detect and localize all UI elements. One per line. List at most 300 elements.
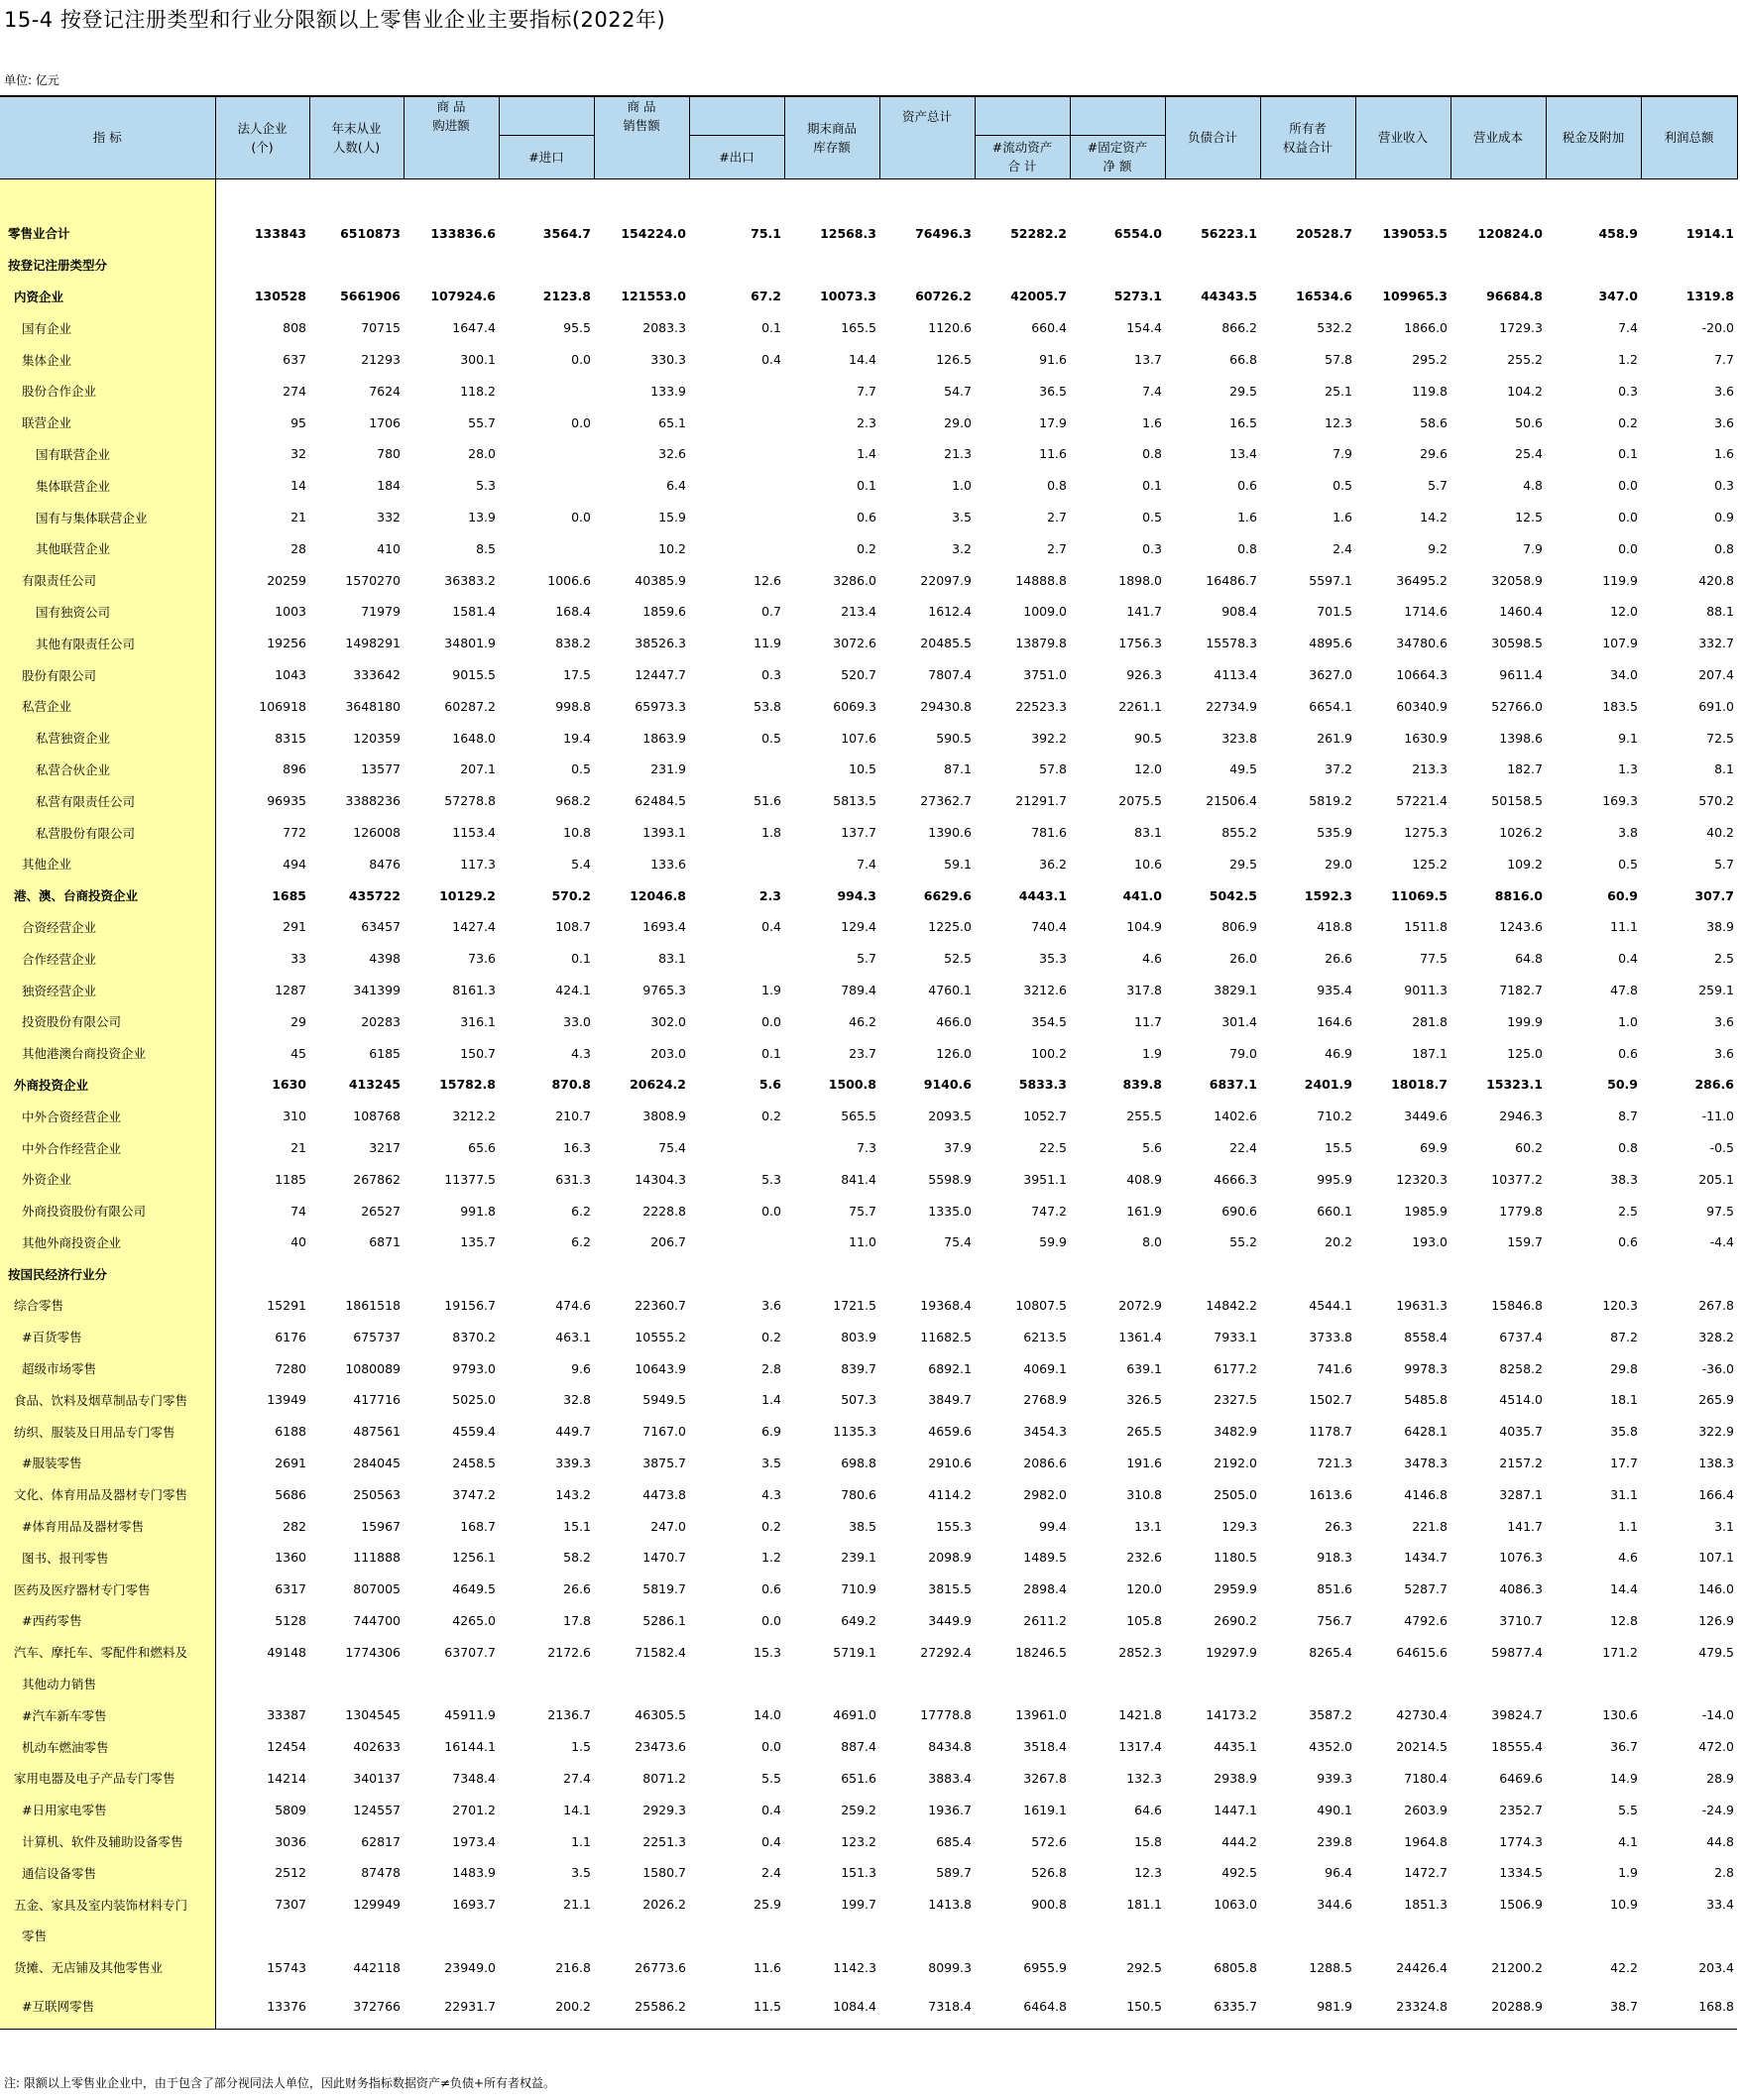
value-cell: 96935 <box>267 793 306 809</box>
value-cell: 2093.5 <box>928 1108 972 1124</box>
value-cell: 2603.9 <box>1404 1802 1448 1817</box>
value-cell: 5.5 <box>1618 1802 1638 1817</box>
row-label: #西药零售 <box>0 1605 215 1637</box>
value-cell <box>215 1921 309 1952</box>
header-revenue: 营业收入 <box>1355 96 1450 178</box>
value-cell <box>499 249 594 281</box>
value-cell: 2.7 <box>1047 540 1067 556</box>
value-cell <box>784 249 879 281</box>
value-cell <box>1355 249 1450 281</box>
row-label: #汽车新车零售 <box>0 1699 215 1731</box>
value-cell: 286.6 <box>1694 1077 1734 1093</box>
value-cell: 59.1 <box>944 856 972 872</box>
value-cell: 55.2 <box>1229 1234 1257 1250</box>
value-cell: 291 <box>283 919 306 935</box>
value-cell: 62484.5 <box>635 793 686 809</box>
value-cell <box>1546 1258 1641 1290</box>
value-cell: 1447.1 <box>1214 1802 1257 1817</box>
value-cell: 69.9 <box>1420 1140 1448 1155</box>
value-cell: 21293 <box>361 352 401 368</box>
value-cell: 1964.8 <box>1404 1833 1448 1849</box>
value-cell: 28.9 <box>1706 1770 1734 1786</box>
value-cell: 139053.5 <box>1382 225 1448 241</box>
value-cell: 42.2 <box>1610 1959 1638 1975</box>
value-cell: 66.8 <box>1229 352 1257 368</box>
value-cell: 8161.3 <box>452 983 496 998</box>
table-row <box>0 1132 1737 1164</box>
value-cell: 32.6 <box>658 446 686 462</box>
value-cell: 691.0 <box>1698 698 1734 714</box>
value-cell: 463.1 <box>555 1329 591 1344</box>
value-cell: 2.3 <box>857 414 876 430</box>
value-cell: 12.3 <box>1134 1865 1162 1881</box>
value-cell: 4146.8 <box>1404 1486 1448 1502</box>
value-cell: 2083.3 <box>642 320 686 336</box>
value-cell: 1185 <box>275 1171 306 1187</box>
table-row <box>0 249 1737 281</box>
value-cell <box>215 1258 309 1290</box>
value-cell: 123.2 <box>841 1833 876 1849</box>
value-cell: 33.0 <box>563 1013 591 1029</box>
value-cell: 4.6 <box>1142 951 1162 967</box>
value-cell: 1.0 <box>952 478 972 494</box>
table-title: 15-4 按登记注册类型和行业分限额以上零售业企业主要指标(2022年) <box>4 8 666 32</box>
value-cell: 0.6 <box>857 510 876 525</box>
value-cell: 3217 <box>369 1140 401 1155</box>
value-cell: 9765.3 <box>642 983 686 998</box>
value-cell: 1.5 <box>571 1739 591 1755</box>
header-imports: #进口 <box>499 135 594 178</box>
table-row <box>0 1416 1737 1448</box>
header-liabilities: 负债合计 <box>1165 96 1260 178</box>
value-cell: 165.5 <box>841 320 876 336</box>
value-cell: 2136.7 <box>547 1707 591 1723</box>
value-cell: 441.0 <box>1122 887 1162 903</box>
value-cell: 1.2 <box>761 1550 781 1566</box>
value-cell: 203.4 <box>1698 1959 1734 1975</box>
value-cell: 442118 <box>353 1959 401 1975</box>
value-cell: 120.0 <box>1126 1581 1162 1597</box>
value-cell <box>784 1668 879 1699</box>
value-cell: 7.4 <box>1618 320 1638 336</box>
value-cell: 213.3 <box>1412 761 1448 777</box>
value-cell: 0.2 <box>1618 414 1638 430</box>
value-cell <box>975 1921 1070 1952</box>
value-cell <box>499 375 594 407</box>
table-row <box>0 817 1737 849</box>
value-cell <box>879 1258 975 1290</box>
value-cell: 740.4 <box>1031 919 1067 935</box>
value-cell: 77.5 <box>1420 951 1448 967</box>
value-cell: 326.5 <box>1126 1392 1162 1408</box>
value-cell: 1003 <box>275 604 306 620</box>
table-row <box>0 1825 1737 1857</box>
value-cell: 340137 <box>353 1770 401 1786</box>
value-cell: 8434.8 <box>928 1739 972 1755</box>
row-label: 私营有限责任公司 <box>0 785 215 817</box>
table-row <box>0 722 1737 754</box>
value-cell: 1.6 <box>1237 510 1257 525</box>
value-cell: 402633 <box>353 1739 401 1755</box>
value-cell: 11.5 <box>689 1983 784 2030</box>
value-cell: 1427.4 <box>452 919 496 935</box>
row-label: 合资经营企业 <box>0 911 215 943</box>
value-cell: 7.9 <box>1523 540 1543 556</box>
row-label: 私营独资企业 <box>0 722 215 754</box>
value-cell: 7280 <box>275 1360 306 1376</box>
value-cell: 2.8 <box>761 1360 781 1376</box>
value-cell: 95.5 <box>563 320 591 336</box>
value-cell: 60340.9 <box>1396 698 1448 714</box>
value-cell <box>689 1132 784 1164</box>
value-cell: 1335.0 <box>928 1203 972 1219</box>
value-cell: 492.5 <box>1221 1865 1257 1881</box>
value-cell: 87.1 <box>944 761 972 777</box>
value-cell: 0.4 <box>761 1802 781 1817</box>
value-cell: 19368.4 <box>920 1297 972 1313</box>
value-cell <box>1070 1668 1165 1699</box>
value-cell: 10.5 <box>849 761 876 777</box>
table-header <box>0 96 1737 178</box>
value-cell: 5.3 <box>761 1171 781 1187</box>
value-cell: 1714.6 <box>1404 604 1448 620</box>
value-cell: 1500.8 <box>828 1077 876 1093</box>
value-cell: 6955.9 <box>1023 1959 1067 1975</box>
value-cell: 535.9 <box>1317 825 1352 841</box>
value-cell: 25.9 <box>754 1897 781 1913</box>
value-cell: 23324.8 <box>1355 1983 1450 2030</box>
value-cell: 50.9 <box>1607 1077 1638 1093</box>
value-cell: 20624.2 <box>630 1077 686 1093</box>
value-cell: 4398 <box>369 951 401 967</box>
value-cell: 26.0 <box>1229 951 1257 967</box>
table-row <box>0 407 1737 438</box>
value-cell <box>689 407 784 438</box>
value-cell: 3.5 <box>761 1455 781 1470</box>
value-cell: 7180.4 <box>1404 1770 1448 1786</box>
value-cell: 281.8 <box>1412 1013 1448 1029</box>
value-cell: 193.0 <box>1412 1234 1448 1250</box>
row-label: 独资经营企业 <box>0 975 215 1006</box>
value-cell: 22.4 <box>1229 1140 1257 1155</box>
value-cell <box>975 249 1070 281</box>
value-cell: 124557 <box>353 1802 401 1817</box>
value-cell: 333642 <box>353 667 401 683</box>
value-cell <box>1641 1668 1737 1699</box>
value-cell: 1973.4 <box>452 1833 496 1849</box>
value-cell: 11069.5 <box>1391 887 1448 903</box>
row-label: 国有与集体联营企业 <box>0 502 215 533</box>
value-cell: 42005.7 <box>1010 289 1067 304</box>
value-cell: 38.7 <box>1546 1983 1641 2030</box>
value-cell: 6510873 <box>340 225 401 241</box>
value-cell: 0.1 <box>857 478 876 494</box>
value-cell: 15.8 <box>1134 1833 1162 1849</box>
spacer-cells <box>215 178 1737 218</box>
value-cell: 7.7 <box>857 383 876 399</box>
value-cell: 5.6 <box>1142 1140 1162 1155</box>
value-cell: 6176 <box>275 1329 306 1344</box>
value-cell: 0.2 <box>857 540 876 556</box>
value-cell: 1470.7 <box>642 1550 686 1566</box>
value-cell: 6837.1 <box>1209 1077 1257 1093</box>
value-cell <box>594 1668 689 1699</box>
value-cell: 1084.4 <box>784 1983 879 2030</box>
value-cell: 1498291 <box>345 636 401 651</box>
value-cell: 17.7 <box>1610 1455 1638 1470</box>
value-cell: 261.9 <box>1317 730 1352 746</box>
value-cell: 3449.9 <box>928 1612 972 1628</box>
value-cell: 71979 <box>361 604 401 620</box>
value-cell: 1774.3 <box>1499 1833 1543 1849</box>
value-cell: 1334.5 <box>1499 1865 1543 1881</box>
value-cell: 1080089 <box>345 1360 401 1376</box>
value-cell: 330.3 <box>650 352 686 368</box>
value-cell: 1630 <box>272 1077 306 1093</box>
value-cell: 1434.7 <box>1404 1550 1448 1566</box>
value-cell: 1006.6 <box>547 572 591 588</box>
value-cell: 851.6 <box>1317 1581 1352 1597</box>
value-cell <box>404 249 499 281</box>
value-cell: 5287.7 <box>1404 1581 1448 1597</box>
value-cell: 7307 <box>275 1897 306 1913</box>
value-cell: 4792.6 <box>1404 1612 1448 1628</box>
value-cell: 0.0 <box>571 352 591 368</box>
value-cell: 59877.4 <box>1491 1644 1543 1660</box>
header-legal-entities: 法人企业 (个) <box>215 96 309 178</box>
value-cell: 4114.2 <box>928 1486 972 1502</box>
value-cell <box>975 1258 1070 1290</box>
value-cell: 6.2 <box>571 1203 591 1219</box>
value-cell: 490.1 <box>1317 1802 1352 1817</box>
value-cell: 21 <box>290 510 306 525</box>
table-row <box>0 312 1737 344</box>
row-label: 国有联营企业 <box>0 438 215 470</box>
value-cell: 6737.4 <box>1499 1329 1543 1344</box>
value-cell: 107.6 <box>841 730 876 746</box>
value-cell: 1581.4 <box>452 604 496 620</box>
value-cell: 3710.7 <box>1499 1612 1543 1628</box>
value-cell: 14214 <box>267 1770 306 1786</box>
value-cell: 0.4 <box>761 919 781 935</box>
value-cell: 3212.6 <box>1023 983 1067 998</box>
value-cell: 7.4 <box>857 856 876 872</box>
value-cell <box>1450 1258 1546 1290</box>
value-cell: 26.3 <box>1325 1518 1352 1534</box>
value-cell: 2512 <box>275 1865 306 1881</box>
value-cell <box>1260 1668 1355 1699</box>
value-cell: 3564.7 <box>542 225 591 241</box>
value-cell: 62817 <box>361 1833 401 1849</box>
value-cell: 1.0 <box>1618 1013 1638 1029</box>
value-cell: 3648180 <box>345 698 401 714</box>
value-cell: 0.4 <box>1618 951 1638 967</box>
value-cell: 4473.8 <box>642 1486 686 1502</box>
value-cell: 316.1 <box>460 1013 496 1029</box>
value-cell: 21.1 <box>563 1897 591 1913</box>
value-cell: 15.3 <box>754 1644 781 1660</box>
value-cell: 1.9 <box>761 983 781 998</box>
value-cell: 7.3 <box>857 1140 876 1155</box>
value-cell: 0.8 <box>1142 446 1162 462</box>
value-cell: 154.4 <box>1126 320 1162 336</box>
value-cell: 210.7 <box>555 1108 591 1124</box>
table-row <box>0 1794 1737 1825</box>
value-cell: 806.9 <box>1221 919 1257 935</box>
value-cell: 1648.0 <box>452 730 496 746</box>
value-cell: 1630.9 <box>1404 730 1448 746</box>
value-cell: 44.8 <box>1706 1833 1734 1849</box>
value-cell: -11.0 <box>1701 1108 1734 1124</box>
value-cell <box>975 1668 1070 1699</box>
value-cell: 1304545 <box>345 1707 401 1723</box>
value-cell: 265.5 <box>1126 1424 1162 1440</box>
value-cell: 685.4 <box>936 1833 972 1849</box>
value-cell: 6654.1 <box>1309 698 1352 714</box>
value-cell: 5661906 <box>340 289 401 304</box>
value-cell: 0.0 <box>1618 478 1638 494</box>
value-cell: 183.5 <box>1602 698 1638 714</box>
value-cell: 5809 <box>275 1802 306 1817</box>
value-cell: 20259 <box>267 572 306 588</box>
value-cell: 90.5 <box>1134 730 1162 746</box>
value-cell: 51.6 <box>754 793 781 809</box>
value-cell <box>879 249 975 281</box>
value-cell: 16.3 <box>563 1140 591 1155</box>
value-cell: 18018.7 <box>1391 1077 1448 1093</box>
value-cell: 14888.8 <box>1015 572 1067 588</box>
value-cell: 213.4 <box>841 604 876 620</box>
value-cell: 109.2 <box>1507 856 1543 872</box>
value-cell: 33.4 <box>1706 1897 1734 1913</box>
value-cell: 5813.5 <box>833 793 876 809</box>
value-cell: 11.9 <box>754 636 781 651</box>
value-cell: 106918 <box>259 698 306 714</box>
value-cell: 1706 <box>369 414 401 430</box>
value-cell <box>1070 1921 1165 1952</box>
value-cell: 0.6 <box>1618 1234 1638 1250</box>
value-cell: 231.9 <box>650 761 686 777</box>
value-cell: 15323.1 <box>1486 1077 1543 1093</box>
row-label: 港、澳、台商投资企业 <box>0 879 215 911</box>
value-cell: 117.3 <box>460 856 496 872</box>
value-cell: 4691.0 <box>833 1707 876 1723</box>
value-cell: 259.2 <box>841 1802 876 1817</box>
value-cell: 1135.3 <box>833 1424 876 1440</box>
value-cell: 11377.5 <box>444 1171 496 1187</box>
value-cell: 107924.6 <box>430 289 496 304</box>
value-cell: 4.3 <box>571 1045 591 1061</box>
table-row <box>0 1636 1737 1668</box>
value-cell: 2026.2 <box>642 1897 686 1913</box>
value-cell: 1393.1 <box>642 825 686 841</box>
value-cell: 1612.4 <box>928 604 972 620</box>
value-cell: 53.8 <box>754 698 781 714</box>
value-cell: 0.1 <box>761 1045 781 1061</box>
value-cell: 3751.0 <box>1023 667 1067 683</box>
value-cell: 60287.2 <box>444 698 496 714</box>
value-cell: 143.2 <box>555 1486 591 1502</box>
table-row <box>0 596 1737 628</box>
value-cell: 15291 <box>267 1297 306 1313</box>
value-cell: 10.2 <box>658 540 686 556</box>
value-cell: 38.3 <box>1610 1171 1638 1187</box>
value-cell: 6871 <box>369 1234 401 1250</box>
table-row <box>0 1605 1737 1637</box>
value-cell: 3.6 <box>1714 1045 1734 1061</box>
value-cell: 1153.4 <box>452 825 496 841</box>
value-cell: 8.5 <box>476 540 496 556</box>
value-cell: 52.5 <box>944 951 972 967</box>
value-cell: 22097.9 <box>920 572 972 588</box>
value-cell: 0.6 <box>761 1581 781 1597</box>
value-cell: 27.4 <box>563 1770 591 1786</box>
value-cell: 47.8 <box>1610 983 1638 998</box>
value-cell: 1.4 <box>761 1392 781 1408</box>
value-cell: 520.7 <box>841 667 876 683</box>
value-cell: 12.5 <box>1515 510 1543 525</box>
value-cell: 126.0 <box>936 1045 972 1061</box>
value-cell: 20485.5 <box>920 636 972 651</box>
value-cell: 8315 <box>275 730 306 746</box>
table-row <box>0 1951 1737 1983</box>
value-cell: 3.5 <box>952 510 972 525</box>
value-cell: 125.2 <box>1412 856 1448 872</box>
value-cell: 17778.8 <box>920 1707 972 1723</box>
value-cell: 466.0 <box>936 1013 972 1029</box>
value-cell: 1421.8 <box>1118 1707 1162 1723</box>
row-label: 联营企业 <box>0 407 215 438</box>
value-cell: 22931.7 <box>404 1983 499 2030</box>
value-cell: 6805.8 <box>1214 1959 1257 1975</box>
value-cell: 660.4 <box>1031 320 1067 336</box>
value-cell: 413245 <box>348 1077 401 1093</box>
value-cell: 107.1 <box>1698 1550 1734 1566</box>
value-cell: 6464.8 <box>975 1983 1070 2030</box>
value-cell <box>1546 249 1641 281</box>
value-cell: 26.6 <box>563 1581 591 1597</box>
value-cell: 2959.9 <box>1214 1581 1257 1597</box>
value-cell: 639.1 <box>1126 1360 1162 1376</box>
value-cell: 651.6 <box>841 1770 876 1786</box>
value-cell: 4559.4 <box>452 1424 496 1440</box>
value-cell: 39824.7 <box>1491 1707 1543 1723</box>
row-label: 中外合作经营企业 <box>0 1132 215 1164</box>
value-cell: 14.4 <box>1610 1581 1638 1597</box>
value-cell: 108768 <box>353 1108 401 1124</box>
value-cell: 418.8 <box>1317 919 1352 935</box>
value-cell: 487561 <box>353 1424 401 1440</box>
value-cell: 3733.8 <box>1309 1329 1352 1344</box>
value-cell: 5286.1 <box>642 1612 686 1628</box>
value-cell: 12454 <box>267 1739 306 1755</box>
value-cell: 1.1 <box>571 1833 591 1849</box>
value-cell: 1647.4 <box>452 320 496 336</box>
value-cell: 19256 <box>267 636 306 651</box>
value-cell: 0.8 <box>1047 478 1067 494</box>
value-cell: 474.6 <box>555 1297 591 1313</box>
table-row <box>0 532 1737 564</box>
value-cell: 0.6 <box>1237 478 1257 494</box>
row-label: 食品、饮料及烟草制品专门零售 <box>0 1384 215 1416</box>
value-cell: 32 <box>290 446 306 462</box>
value-cell: 130528 <box>254 289 306 304</box>
header-profit: 利润总额 <box>1641 96 1737 178</box>
value-cell: 57.8 <box>1039 761 1067 777</box>
value-cell: 20283 <box>361 1013 401 1029</box>
value-cell: 10643.9 <box>635 1360 686 1376</box>
value-cell: 118.2 <box>460 383 496 399</box>
